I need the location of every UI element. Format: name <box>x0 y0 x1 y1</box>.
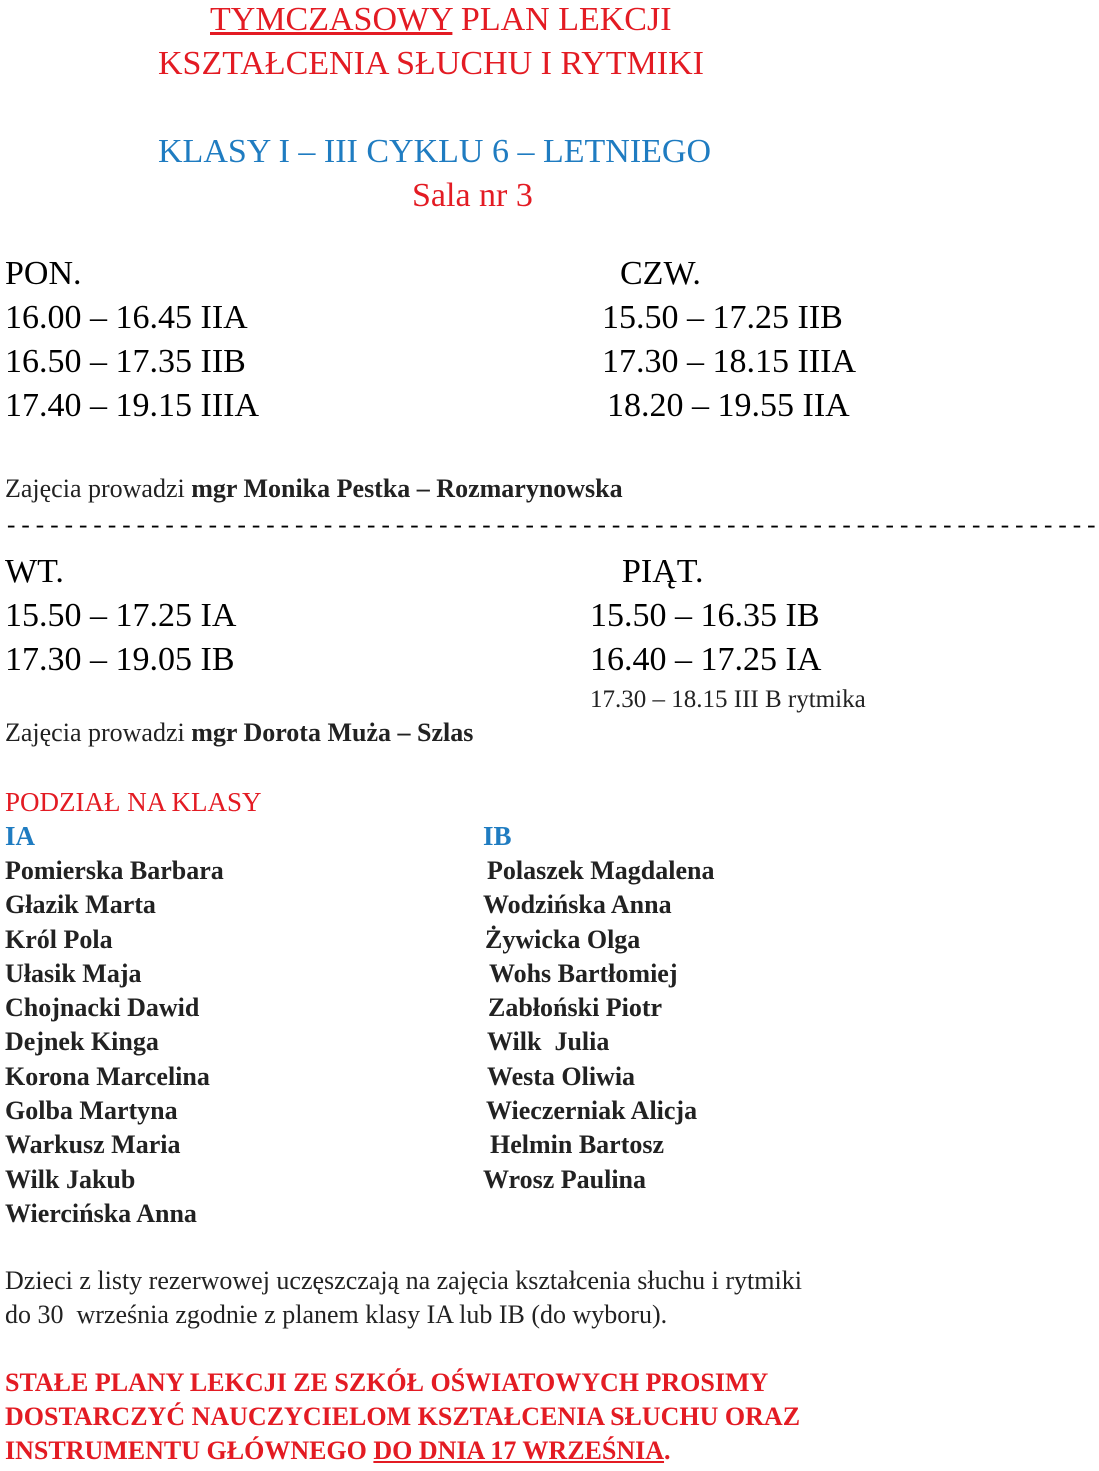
list-item: Warkusz Maria <box>5 1130 181 1160</box>
list-item: Wrosz Paulina <box>483 1164 647 1194</box>
tue-row-2: 17.30 – 19.05 IB <box>5 641 235 678</box>
day-tue: WT. <box>5 553 64 590</box>
footer-line-3-prefix: INSTRUMENTU GŁÓWNEGO <box>5 1436 374 1465</box>
teacher-prefix: Zajęcia prowadzi <box>5 474 192 503</box>
notice-line-1: Dzieci z listy rezerwowej uczęszczają na zajęcia kształcenia słuchu i rytmiki <box>5 1266 802 1295</box>
tue-row-1: 15.50 – 17.25 IA <box>5 597 237 634</box>
classes-heading: PODZIAŁ NA KLASY <box>5 787 262 817</box>
list-item: Wieczerniak Alicja <box>486 1096 698 1126</box>
mon-row-2: 16.50 – 17.35 IIB <box>5 343 246 380</box>
list-item: Żywicka Olga <box>485 924 641 954</box>
list-item: Król Pola <box>5 924 113 954</box>
list-item: Głazik Marta <box>5 890 156 920</box>
deadline-text: DO DNIA 17 WRZEŚNIA <box>373 1436 665 1465</box>
fri-row-2: 16.40 – 17.25 IA <box>590 641 822 678</box>
list-item: Dejnek Kinga <box>5 1027 159 1057</box>
day-fri: PIĄT. <box>622 553 704 590</box>
list-item: Korona Marcelina <box>5 1061 210 1091</box>
list-item: Wiercińska Anna <box>5 1198 197 1228</box>
thu-row-3: 18.20 – 19.55 IIA <box>607 387 850 424</box>
class-ib-label: IB <box>483 821 512 851</box>
teacher-line-2 <box>5 718 473 748</box>
class-ia-label: IA <box>5 821 36 851</box>
list-item: Wilk Julia <box>487 1027 610 1057</box>
teacher-name: mgr Monika Pestka – Rozmarynowska <box>191 474 623 503</box>
teacher-name: mgr Dorota Muża – Szlas <box>191 718 474 747</box>
list-item: Wilk Jakub <box>5 1164 136 1194</box>
list-item: Wodzińska Anna <box>483 890 672 920</box>
list-item: Golba Martyna <box>5 1096 178 1126</box>
page-title-line2: KSZTAŁCENIA SŁUCHU I RYTMIKI <box>158 45 704 82</box>
list-item: Polaszek Magdalena <box>487 856 715 885</box>
subtitle: KLASY I – III CYKLU 6 – LETNIEGO <box>158 133 712 170</box>
room-label: Sala nr 3 <box>412 177 533 214</box>
ib-student-list <box>483 854 715 1197</box>
list-item: Westa Oliwia <box>487 1061 636 1091</box>
footer-line-3 <box>5 1434 671 1468</box>
footer-line-3-suffix: . <box>664 1436 671 1465</box>
list-item: Helmin Bartosz <box>490 1130 665 1160</box>
footer-line-2: DOSTARCZYĆ NAUCZYCIELOM KSZTAŁCENIA SŁUCHU ORAZ <box>5 1402 801 1431</box>
fri-row-1: 15.50 – 16.35 IB <box>590 597 820 634</box>
ia-student-list <box>5 854 224 1231</box>
mon-row-3: 17.40 – 19.15 IIIA <box>5 387 260 424</box>
list-item: Zabłoński Piotr <box>488 993 663 1023</box>
list-item: Ułasik Maja <box>5 958 142 988</box>
day-thu: CZW. <box>620 255 701 292</box>
thu-row-1: 15.50 – 17.25 IIB <box>602 299 843 336</box>
page-title-line1 <box>210 0 672 40</box>
mon-row-1: 16.00 – 16.45 IIA <box>5 299 248 336</box>
title-rest: PLAN LEKCJI <box>452 1 672 38</box>
list-item: Pomierska Barbara <box>5 856 224 885</box>
list-item: Wohs Bartłomiej <box>489 958 678 988</box>
list-item: Chojnacki Dawid <box>5 993 200 1023</box>
footer-line-1: STAŁE PLANY LEKCJI ZE SZKÓŁ OŚWIATOWYCH PROSIMY <box>5 1368 769 1397</box>
title-emphasis: TYMCZASOWY <box>210 1 453 38</box>
day-mon: PON. <box>5 255 82 292</box>
thu-row-2: 17.30 – 18.15 IIIA <box>602 343 857 380</box>
notice-line-2: do 30 września zgodnie z planem klasy IA lub IB (do wyboru). <box>5 1300 668 1329</box>
fri-row-3: 17.30 – 18.15 III B rytmika <box>590 686 866 713</box>
teacher-prefix: Zajęcia prowadzi <box>5 718 192 747</box>
divider-line: ---------------------------------------------------------------------------- <box>4 514 1099 541</box>
teacher-line-1 <box>5 474 623 504</box>
